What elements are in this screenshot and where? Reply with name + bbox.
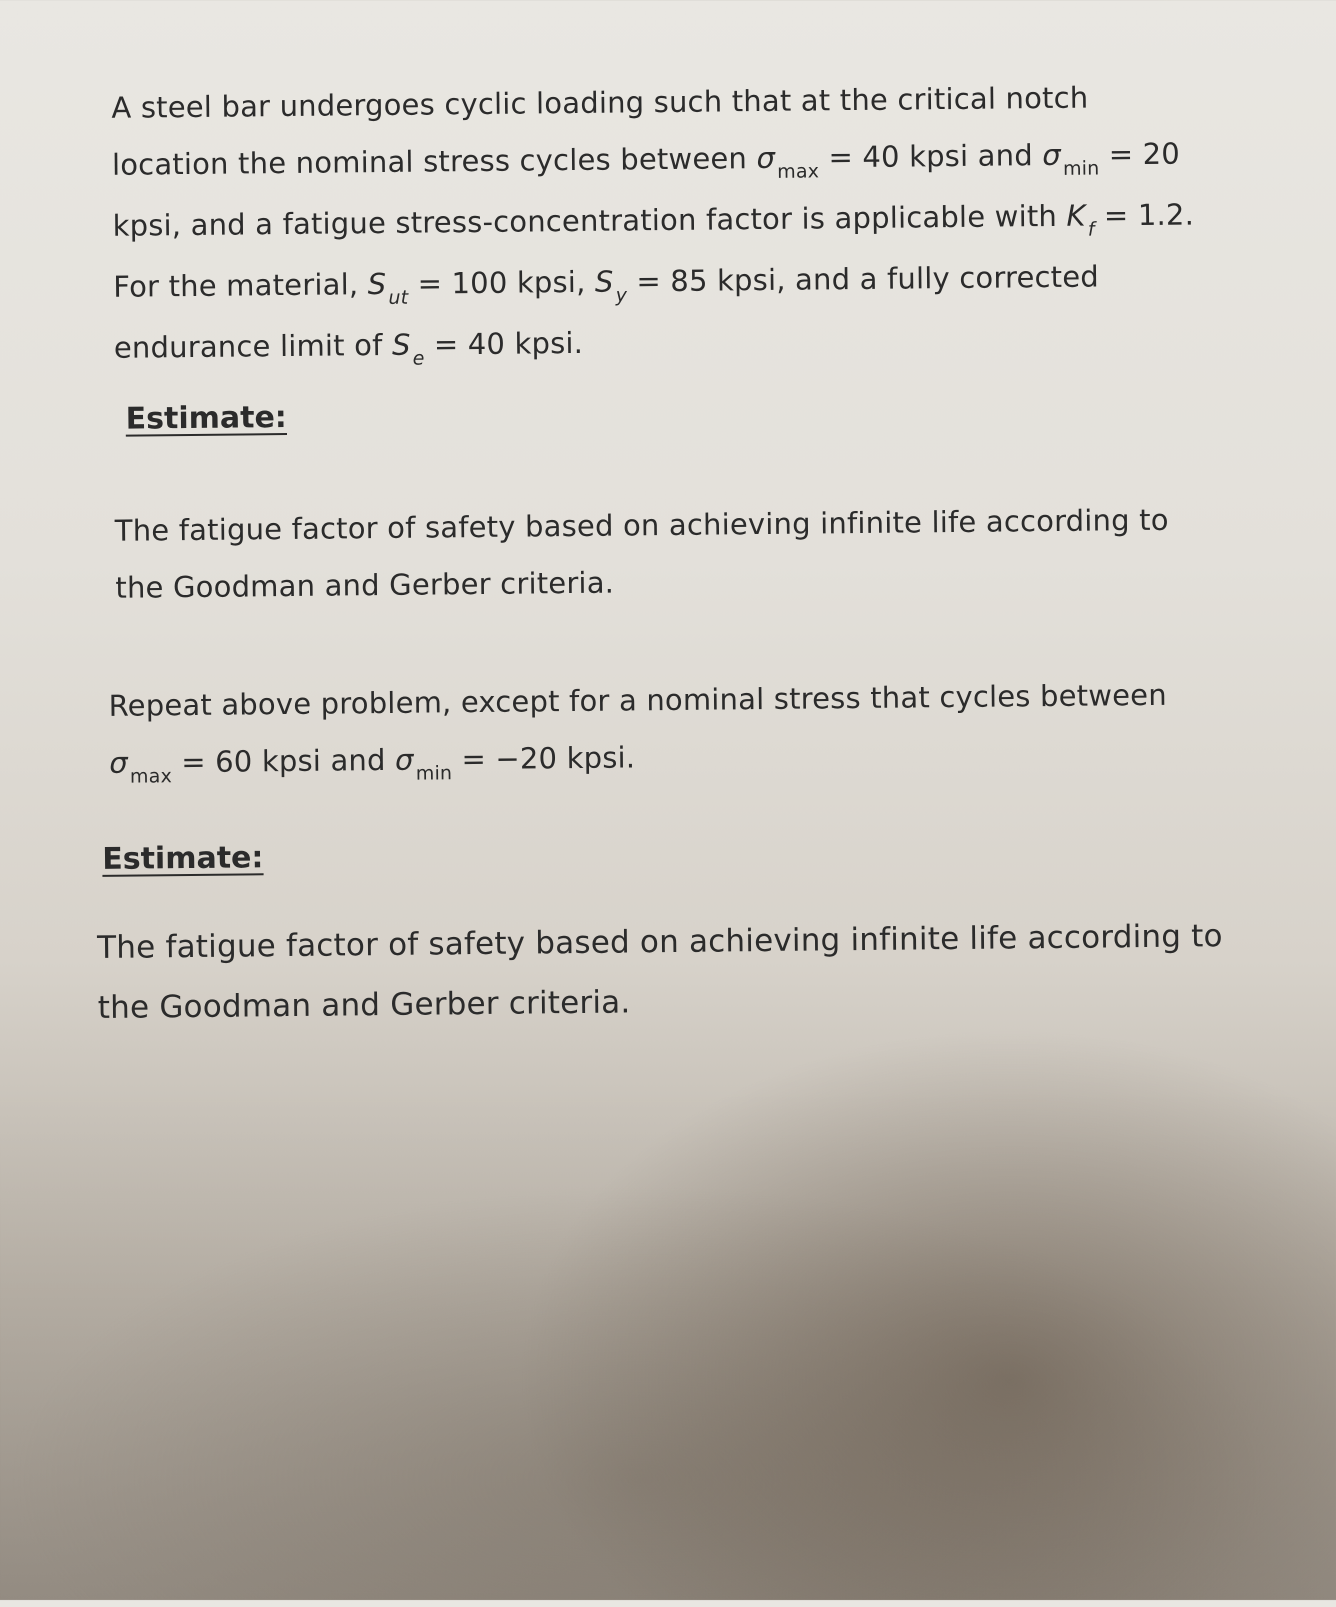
intro-line-1: A steel bar undergoes cyclic loading such that at the critical notch [111, 80, 1089, 125]
kpsi-comma-text: kpsi, [516, 264, 586, 300]
problem-1-statement [111, 68, 1244, 381]
sigma-min-value-2: = −20 [461, 741, 558, 777]
intro-line-4 [113, 247, 1244, 320]
estimate-heading-1: Estimate: [125, 399, 288, 437]
kf-symbol: $K_f$ [1066, 198, 1095, 241]
task-1-line-1: The fatigue factor of safety based on achieving infinite life according to [114, 502, 1169, 548]
intro-line-5-text: endurance limit of [113, 327, 383, 365]
task-1 [115, 491, 1276, 617]
kpsi-end-text: kpsi. [514, 325, 584, 361]
estimate-heading-2: Estimate: [102, 840, 264, 877]
sy-value: = 85 [636, 263, 708, 299]
task-1-line-2: the Goodman and Gerber criteria. [115, 565, 615, 605]
kpsi-and-text-2: kpsi and [261, 742, 386, 779]
problem-2-statement [108, 666, 1289, 796]
intro-line-3-text: kpsi, and a fatigue stress-concentration factor is applicable with [112, 198, 1058, 243]
sut-symbol: $S_{ut}$ [367, 266, 409, 309]
se-value: = 40 [433, 326, 506, 362]
intro-line-5 [114, 308, 1245, 381]
repeat-line-1: Repeat above problem, except for a nominal stress that cycles between [108, 677, 1167, 723]
task-2-line-1: The fatigue factor of safety based on achieving infinite life according to [97, 918, 1223, 966]
kpsi-and-text: kpsi and [908, 138, 1034, 174]
sigma-max-value: = 40 [828, 139, 900, 175]
sigma-max-symbol-2: $\sigma_{max}$ [109, 745, 173, 788]
se-symbol: $S_e$ [391, 327, 425, 370]
task-2 [97, 905, 1298, 1038]
sigma-max-symbol: $\sigma_{max}$ [756, 140, 820, 183]
repeat-line-2 [109, 723, 1290, 796]
sigma-max-value-2: = 60 [181, 744, 253, 780]
kf-value: = 1.2. [1103, 197, 1195, 233]
sigma-min-symbol-2: $\sigma_{min}$ [394, 742, 453, 785]
sigma-min-value: = 20 [1108, 136, 1181, 172]
intro-line-2-text: location the nominal stress cycles between [111, 141, 748, 182]
sut-value: = 100 [417, 265, 508, 301]
sigma-min-symbol: $\sigma_{min}$ [1042, 137, 1100, 180]
intro-line-4-text: For the material, [113, 267, 359, 304]
kpsi-end-text-2: kpsi. [566, 740, 636, 776]
fully-corrected-text: kpsi, and a fully corrected [716, 259, 1100, 298]
task-2-line-2: the Goodman and Gerber criteria. [97, 984, 631, 1026]
sy-symbol: $S_y$ [594, 264, 628, 307]
